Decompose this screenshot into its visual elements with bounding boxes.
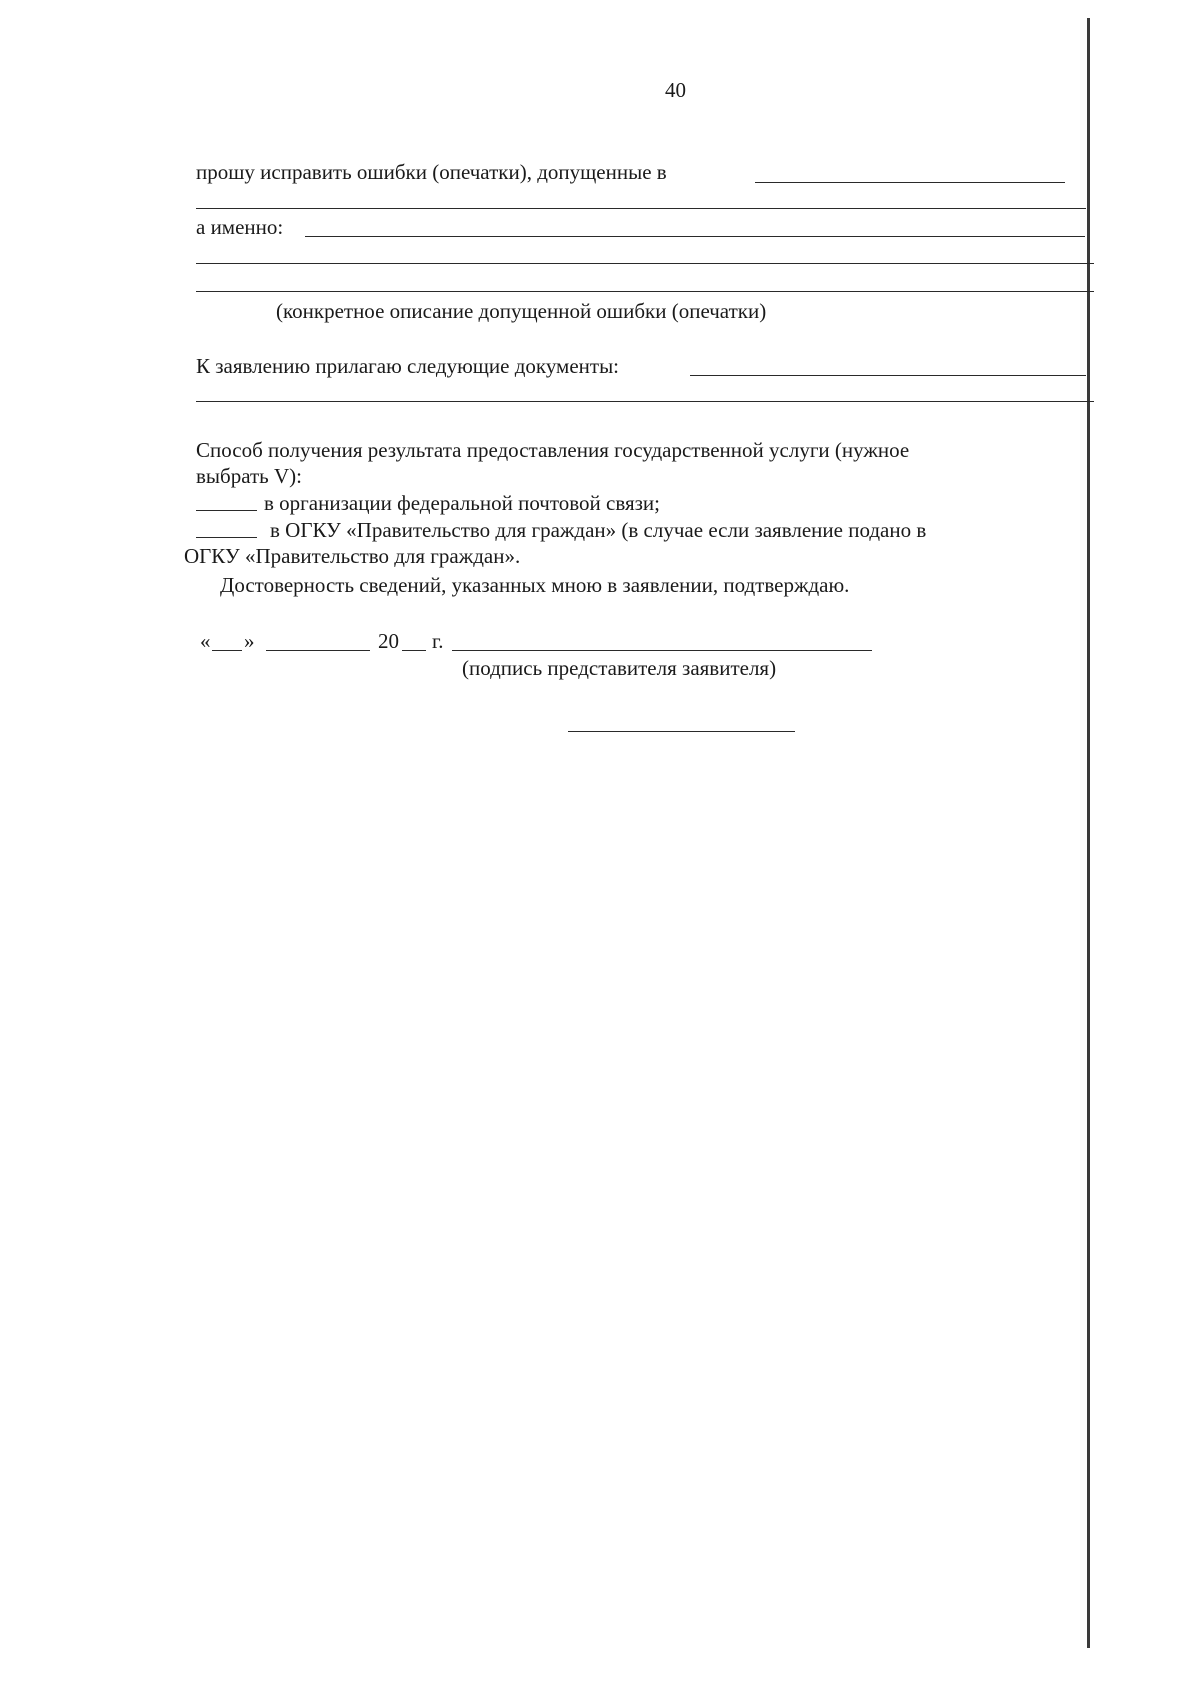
signature-blank-line[interactable] bbox=[452, 650, 872, 651]
attachments-continuation-line[interactable] bbox=[196, 401, 1094, 402]
attachments-blank-line[interactable] bbox=[690, 375, 1086, 376]
error-description-line-2[interactable] bbox=[196, 291, 1094, 292]
page-number: 40 bbox=[665, 78, 686, 102]
namely-label: а именно: bbox=[196, 215, 284, 239]
date-year-prefix: 20 bbox=[378, 629, 399, 653]
date-year-blank[interactable] bbox=[402, 650, 426, 651]
error-caption: (конкретное описание допущенной ошибки (опечатки) bbox=[276, 299, 767, 323]
option-ogku-checkbox-line[interactable] bbox=[196, 537, 257, 538]
date-open-quote: « bbox=[200, 629, 211, 653]
closing-separator-line bbox=[568, 731, 795, 732]
date-close-quote: » bbox=[244, 629, 255, 653]
option-ogku-label-line-1: в ОГКУ «Правительство для граждан» (в случае если заявление подано в bbox=[270, 518, 927, 542]
option-postal-checkbox-line[interactable] bbox=[196, 510, 257, 511]
date-year-suffix: г. bbox=[432, 629, 444, 653]
option-ogku-label-line-2: ОГКУ «Правительство для граждан». bbox=[184, 544, 521, 568]
request-text: прошу исправить ошибки (опечатки), допущенные в bbox=[196, 160, 667, 184]
error-description-line-1[interactable] bbox=[196, 263, 1094, 264]
confirmation-text: Достоверность сведений, указанных мною в заявлении, подтверждаю. bbox=[220, 573, 850, 597]
signature-caption: (подпись представителя заявителя) bbox=[462, 656, 777, 680]
request-blank-line[interactable] bbox=[755, 182, 1065, 183]
method-text-line-2: выбрать V): bbox=[196, 464, 302, 488]
option-postal-label: в организации федеральной почтовой связи; bbox=[264, 491, 661, 515]
namely-blank-line[interactable] bbox=[305, 236, 1085, 237]
date-month-blank[interactable] bbox=[266, 650, 370, 651]
method-text-line-1: Способ получения результата предоставления государственной услуги (нужное bbox=[196, 438, 910, 462]
request-continuation-line[interactable] bbox=[196, 208, 1086, 209]
attachments-label: К заявлению прилагаю следующие документы: bbox=[196, 354, 620, 378]
date-day-blank[interactable] bbox=[212, 650, 242, 651]
